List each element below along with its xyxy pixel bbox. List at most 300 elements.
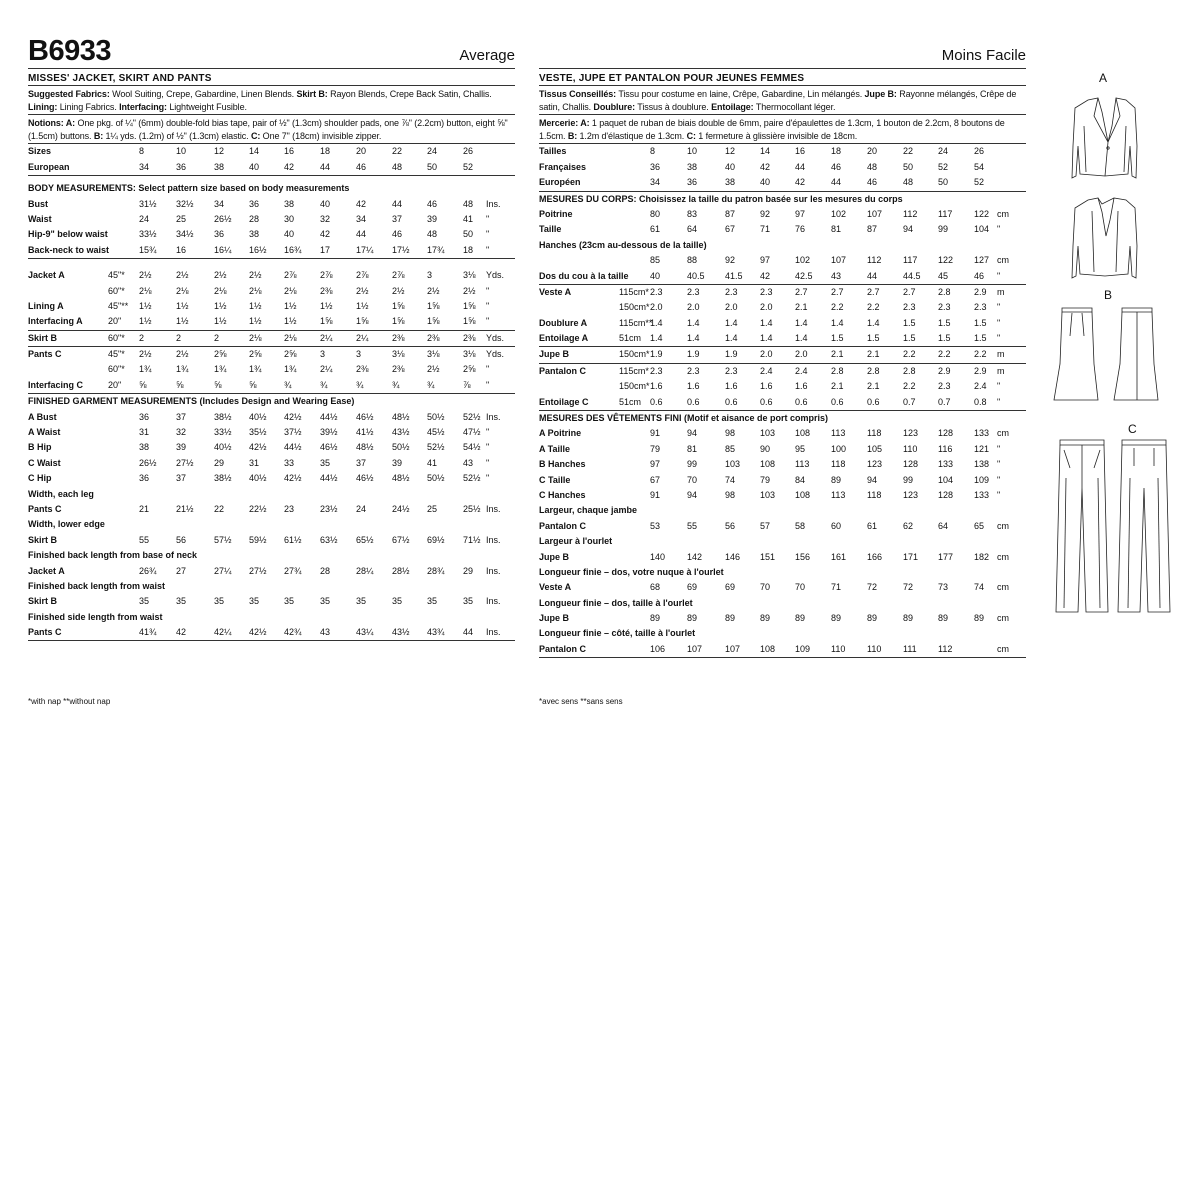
table-cell: 104: [974, 224, 990, 235]
table-cell: 2⅞: [392, 270, 405, 281]
table-cell: 111: [903, 643, 917, 654]
table-cell: 2½: [139, 349, 152, 360]
table-cell: 122: [938, 255, 954, 266]
table-cell: 2½: [176, 349, 189, 360]
table-cell: 161: [831, 551, 847, 562]
table-cell: 89: [687, 613, 698, 624]
table-cell: 22½: [249, 503, 267, 514]
table-row: [28, 284, 515, 299]
table-cell: ¾: [320, 379, 328, 390]
table-cell: 44½: [320, 473, 338, 484]
row-label: Jacket A: [28, 565, 65, 576]
table-cell: 41: [463, 213, 474, 224]
fabric-width: 150cm*: [619, 302, 650, 313]
table-cell: 107: [831, 255, 847, 266]
table-row: [539, 426, 1026, 441]
table-cell: 38½: [214, 473, 232, 484]
table-cell: 2.9: [938, 365, 951, 376]
table-cell: 2.0: [687, 302, 700, 313]
table-cell: 35: [320, 596, 331, 607]
table-cell: 39: [427, 213, 438, 224]
table-row: [28, 625, 515, 641]
table-cell: 1½: [139, 300, 152, 311]
skirt-illustration-icon: [1050, 304, 1180, 409]
unit-label: ": [486, 229, 490, 240]
table-cell: 38: [284, 198, 295, 209]
table-cell: 35: [284, 596, 295, 607]
unit-label: cm: [997, 643, 1009, 654]
table-cell: 74: [725, 474, 736, 485]
table-cell: 39: [392, 457, 403, 468]
table-cell: 98: [725, 428, 736, 439]
table-cell: 110: [903, 443, 918, 454]
table-cell: 27¼: [214, 565, 232, 576]
table-cell: 38: [139, 442, 150, 453]
table-cell: 32: [176, 427, 187, 438]
fabrics-text: Wool Suiting, Crepe, Gabardine, Linen Blends.: [109, 89, 297, 99]
table-cell: 182: [974, 551, 990, 562]
table-row: [539, 473, 1026, 488]
table-cell: 20: [356, 146, 367, 157]
table-cell: 2.3: [725, 286, 738, 297]
table-cell: 46½: [356, 411, 374, 422]
table-cell: 43½: [392, 627, 410, 638]
notions-text: One 7" (18cm) invisible zipper.: [260, 130, 382, 141]
header-en: [28, 34, 515, 69]
unit-label: ": [486, 285, 490, 296]
unit-label: ": [486, 300, 490, 311]
table-cell: 46½: [320, 442, 338, 453]
unit-label: Yds.: [486, 270, 505, 281]
table-cell: 142: [687, 551, 703, 562]
table-cell: 17½: [392, 244, 410, 255]
table-row: [28, 268, 515, 283]
row-label: Taille: [539, 224, 562, 235]
table-cell: 123: [903, 489, 919, 500]
row-label: BODY MEASUREMENTS: Select pattern size based on body measurements: [28, 183, 350, 194]
row-label: B Hip: [28, 442, 52, 453]
table-cell: 2.0: [760, 302, 773, 313]
table-cell: 70: [760, 582, 771, 593]
table-cell: 3⅛: [463, 349, 476, 360]
table-cell: 24½: [392, 503, 410, 514]
table-cell: 39½: [320, 427, 338, 438]
table-cell: 44½: [284, 442, 302, 453]
table-cell: 90: [760, 443, 771, 454]
table-cell: 44: [320, 161, 331, 172]
unit-label: cm: [997, 255, 1009, 266]
fabric-width: 150cm*: [619, 349, 650, 360]
table-cell: 50½: [427, 473, 445, 484]
table-cell: ¾: [356, 379, 364, 390]
table-row: [28, 425, 515, 440]
fabrics-label: Jupe B:: [864, 89, 897, 99]
table-cell: 2⅛: [249, 285, 262, 296]
unit-label: ": [486, 213, 490, 224]
table-cell: 68: [650, 582, 661, 593]
table-cell: 16: [176, 244, 187, 255]
table-cell: 87: [867, 224, 878, 235]
table-cell: 18: [831, 146, 842, 157]
row-label: MESURES DES VÊTEMENTS FINI (Motif et aisance de port compris): [539, 413, 829, 424]
table-cell: 50½: [427, 411, 445, 422]
table-cell: 46: [356, 161, 367, 172]
table-cell: 2.3: [650, 365, 663, 376]
table-cell: 67: [725, 224, 736, 235]
table-cell: 44: [392, 198, 403, 209]
table-row: [539, 442, 1026, 457]
table-cell: 166: [867, 551, 883, 562]
section-heading: [539, 411, 1026, 426]
row-label: A Waist: [28, 427, 61, 438]
table-cell: 50½: [392, 442, 410, 453]
unit-label: ": [486, 379, 490, 390]
table-cell: 80: [650, 208, 661, 219]
fabrics-label: Interfacing:: [119, 101, 167, 112]
table-cell: 2.3: [687, 286, 700, 297]
table-row: [28, 160, 515, 176]
table-cell: 85: [725, 443, 736, 454]
table-cell: 40: [760, 177, 771, 188]
table-cell: 35: [176, 596, 187, 607]
table-cell: 42: [760, 270, 771, 281]
table-cell: 36: [139, 411, 150, 422]
notions-text: 1¼ yds. (1.2m) of ½" (1.3cm) elastic.: [103, 130, 251, 141]
table-cell: 2.2: [903, 349, 916, 360]
row-label: Poitrine: [539, 208, 573, 219]
table-cell: 42: [176, 627, 187, 638]
table-cell: 12: [214, 146, 225, 157]
table-cell: 44: [463, 627, 474, 638]
table-cell: 106: [650, 643, 666, 654]
table-cell: 46: [392, 229, 403, 240]
table-cell: 35: [427, 596, 438, 607]
table-cell: 41.5: [725, 270, 743, 281]
notions-label: C:: [686, 130, 696, 141]
table-cell: 42: [760, 161, 771, 172]
row-label: Skirt B: [28, 332, 58, 343]
row-label: Pantalon C: [539, 643, 587, 654]
table-cell: 33½: [214, 427, 232, 438]
table-cell: 40: [249, 161, 260, 172]
table-cell: 70: [795, 582, 806, 593]
table-cell: 133: [938, 459, 954, 470]
unit-label: ": [997, 459, 1001, 470]
table-row: [539, 626, 1026, 641]
table-cell: 1¾: [214, 364, 227, 375]
table-cell: 79: [650, 443, 661, 454]
table-cell: 52½: [463, 473, 481, 484]
table-cell: 2.1: [795, 302, 808, 313]
table-cell: 37: [176, 473, 187, 484]
view-label-b: B: [1104, 288, 1113, 302]
table-cell: 81: [687, 443, 698, 454]
table-row: [28, 548, 515, 563]
table-cell: 2⅞: [356, 270, 369, 281]
table-cell: 2⅞: [284, 270, 297, 281]
table-cell: 113: [831, 489, 846, 500]
table-cell: 110: [831, 643, 846, 654]
table-cell: 2⅞: [320, 270, 333, 281]
table-cell: 1¾: [176, 364, 189, 375]
table-cell: ⅝: [139, 379, 147, 390]
table-cell: 102: [831, 208, 847, 219]
table-cell: 1.9: [725, 349, 738, 360]
table-cell: 1¾: [139, 364, 152, 375]
table-cell: 2½: [427, 364, 440, 375]
unit-label: Ins.: [486, 198, 501, 209]
table-cell: 44.5: [903, 270, 921, 281]
row-label: B Hanches: [539, 459, 586, 470]
table-cell: 17: [320, 244, 331, 255]
table-cell: 2.7: [831, 286, 844, 297]
table-cell: 29: [214, 457, 225, 468]
table-cell: 2⅜: [427, 332, 440, 343]
notions-text: 1 paquet de ruban de biais double de 6mm, paire d'épaulettes de 1.3cm, 1 bouton de 2.2cm, 8 boutons de 1.5cm.: [539, 118, 1005, 141]
table-row: [28, 517, 515, 532]
table-cell: 42½: [249, 627, 267, 638]
table-row: [28, 243, 515, 259]
table-cell: 36: [687, 177, 698, 188]
table-cell: 2½: [249, 270, 262, 281]
table-row: [28, 410, 515, 425]
unit-label: ": [486, 427, 490, 438]
table-cell: 0.6: [650, 396, 663, 407]
table-row: [539, 316, 1026, 331]
table-cell: 71: [831, 582, 842, 593]
table-cell: 44: [831, 177, 842, 188]
fabric-width: 115cm*: [619, 365, 649, 376]
difficulty-level: Average: [459, 47, 515, 64]
table-cell: 50: [938, 177, 949, 188]
table-cell: 21½: [176, 503, 194, 514]
fabrics-label: Lining:: [28, 101, 58, 112]
section-heading: [28, 181, 515, 196]
table-row: [539, 457, 1026, 472]
fabric-width: 45"*: [108, 349, 125, 360]
table-cell: 61: [867, 520, 878, 531]
table-cell: 44½: [320, 411, 338, 422]
table-row: [539, 611, 1026, 626]
table-cell: 1½: [249, 300, 262, 311]
table-cell: 123: [867, 459, 883, 470]
table-cell: 48½: [392, 411, 410, 422]
fabric-width: 60"*: [108, 285, 125, 296]
table-cell: 99: [687, 459, 698, 470]
table-cell: ¾: [427, 379, 435, 390]
row-label: Longueur finie – dos, votre nuque à l'ourlet: [539, 566, 724, 577]
table-cell: 35: [392, 596, 403, 607]
row-label: A Taille: [539, 443, 571, 454]
table-cell: 32½: [176, 198, 194, 209]
table-cell: 50: [903, 161, 914, 172]
table-cell: 177: [938, 551, 954, 562]
table-cell: 48: [392, 161, 403, 172]
table-cell: 2.3: [938, 381, 951, 392]
table-cell: 52: [938, 161, 949, 172]
table-cell: 71½: [463, 534, 481, 545]
table-cell: 1¾: [249, 364, 262, 375]
table-cell: 53: [650, 520, 661, 531]
table-cell: 36: [249, 198, 260, 209]
table-row: [28, 144, 515, 159]
table-cell: 42½: [284, 473, 302, 484]
table-cell: ¾: [284, 379, 292, 390]
table-cell: 40½: [214, 442, 232, 453]
table-cell: 64: [938, 520, 949, 531]
table-cell: 28: [320, 565, 331, 576]
table-cell: 94: [903, 224, 914, 235]
table-cell: 2⅝: [249, 349, 262, 360]
row-label: Hip-9" below waist: [28, 229, 108, 240]
table-cell: 1⅝: [392, 300, 405, 311]
fabric-width: 115cm**: [619, 317, 653, 328]
notions-text: One pkg. of ¼" (6mm) double-fold bias tape, pair of ½" (1.3cm) shoulder pads, one ⅞" (2.2cm) button, eight ⅝" (1.5cm) buttons.: [28, 118, 508, 141]
table-cell: 171: [903, 551, 919, 562]
fabrics-text: Tissus à doublure.: [635, 101, 712, 112]
row-label: Sizes: [28, 146, 52, 157]
table-cell: 33½: [139, 229, 157, 240]
fabric-width: 115cm*: [619, 286, 649, 297]
table-cell: 42½: [249, 442, 267, 453]
table-cell: 108: [760, 459, 776, 470]
table-cell: 44: [356, 229, 367, 240]
table-cell: 2: [214, 332, 220, 343]
table-cell: 44: [795, 161, 806, 172]
table-cell: 33: [284, 457, 295, 468]
table-cell: 1.5: [938, 333, 951, 344]
row-spacer: [28, 259, 515, 268]
table-cell: 1½: [176, 300, 189, 311]
table-cell: 69: [687, 582, 698, 593]
table-cell: 26½: [139, 457, 157, 468]
table-row: [539, 144, 1026, 159]
table-cell: 52: [463, 161, 474, 172]
table-cell: 69½: [427, 534, 445, 545]
table-cell: 36: [176, 161, 187, 172]
table-cell: 2.0: [795, 349, 808, 360]
table-cell: 2.2: [903, 381, 916, 392]
table-cell: 43: [463, 457, 474, 468]
table-cell: 1.5: [974, 317, 987, 328]
unit-label: ": [486, 316, 490, 327]
row-label: Pants C: [28, 627, 62, 638]
table-cell: 2.3: [687, 365, 700, 376]
row-label: Hanches (23cm au-dessous de la taille): [539, 239, 707, 250]
table-cell: 0.7: [938, 396, 951, 407]
row-label: Pants C: [28, 503, 62, 514]
table-cell: 14: [760, 146, 771, 157]
table-cell: 0.6: [795, 396, 808, 407]
section-heading: [28, 394, 515, 409]
fabrics-label: Tissus Conseillés:: [539, 89, 617, 99]
table-cell: 47½: [463, 427, 481, 438]
table-cell: 1¾: [284, 364, 297, 375]
table-cell: 2⅜: [356, 364, 369, 375]
table-cell: 108: [795, 489, 811, 500]
unit-label: Yds.: [486, 332, 505, 343]
table-cell: 35: [249, 596, 260, 607]
table-cell: 2.2: [867, 302, 880, 313]
table-cell: 1.4: [650, 333, 663, 344]
table-cell: 39: [176, 442, 187, 453]
table-row: [28, 212, 515, 227]
table-cell: 57½: [214, 534, 232, 545]
table-row: [539, 565, 1026, 580]
table-cell: 42.5: [795, 270, 813, 281]
table-cell: 2⅜: [320, 285, 333, 296]
table-row: [28, 314, 515, 330]
table-cell: 89: [650, 613, 661, 624]
table-cell: 55: [139, 534, 150, 545]
header-fr: [539, 34, 1026, 69]
fabrics-label: Skirt B:: [296, 89, 328, 99]
table-cell: 2½: [214, 270, 227, 281]
table-cell: 3⅛: [463, 270, 476, 281]
table-cell: 45: [938, 270, 949, 281]
table-cell: 2.3: [903, 302, 916, 313]
table-cell: 2½: [356, 285, 369, 296]
unit-label: Ins.: [486, 503, 501, 514]
table-cell: 97: [760, 255, 771, 266]
table-cell: 2¼: [320, 332, 333, 343]
table-cell: 89: [903, 613, 914, 624]
table-cell: 1½: [214, 316, 227, 327]
table-cell: 35½: [249, 427, 267, 438]
table-cell: 3: [427, 270, 433, 281]
jacket-illustration-icon: [1050, 86, 1180, 286]
table-cell: 99: [938, 224, 949, 235]
row-label: A Bust: [28, 411, 57, 422]
table-cell: 1.4: [687, 333, 700, 344]
table-cell: 1.4: [795, 333, 808, 344]
table-cell: 2.0: [760, 349, 773, 360]
table-row: [539, 238, 1026, 253]
table-cell: 1½: [139, 316, 152, 327]
table-cell: 60: [831, 520, 842, 531]
table-cell: 25: [176, 213, 187, 224]
table-cell: 116: [938, 443, 953, 454]
table-cell: 0.6: [867, 396, 880, 407]
table-cell: 97: [650, 459, 661, 470]
table-cell: 1⅝: [320, 316, 333, 327]
table-cell: 123: [903, 428, 919, 439]
difficulty-level: Moins Facile: [941, 47, 1026, 64]
notions-paragraph: [539, 115, 1026, 144]
table-cell: 22: [214, 503, 225, 514]
table-cell: 30: [284, 213, 295, 224]
table-row: [28, 533, 515, 548]
row-label: Veste A: [539, 582, 572, 593]
unit-label: cm: [997, 613, 1009, 624]
table-cell: 27½: [249, 565, 267, 576]
table-cell: 1.5: [831, 333, 844, 344]
row-label: Européen: [539, 177, 581, 188]
table-cell: 1.5: [903, 333, 916, 344]
table-row: [539, 596, 1026, 611]
table-cell: 28¾: [427, 565, 445, 576]
table-cell: 56: [176, 534, 187, 545]
fabrics-label: Entoilage:: [711, 101, 754, 112]
table-cell: 24: [938, 146, 949, 157]
section-heading: [539, 192, 1026, 207]
view-label-a: A: [1099, 71, 1108, 85]
table-row: [539, 207, 1026, 222]
table-cell: 133: [974, 489, 990, 500]
table-cell: 28½: [392, 565, 410, 576]
table-cell: 52: [974, 177, 985, 188]
table-cell: 38: [249, 229, 260, 240]
